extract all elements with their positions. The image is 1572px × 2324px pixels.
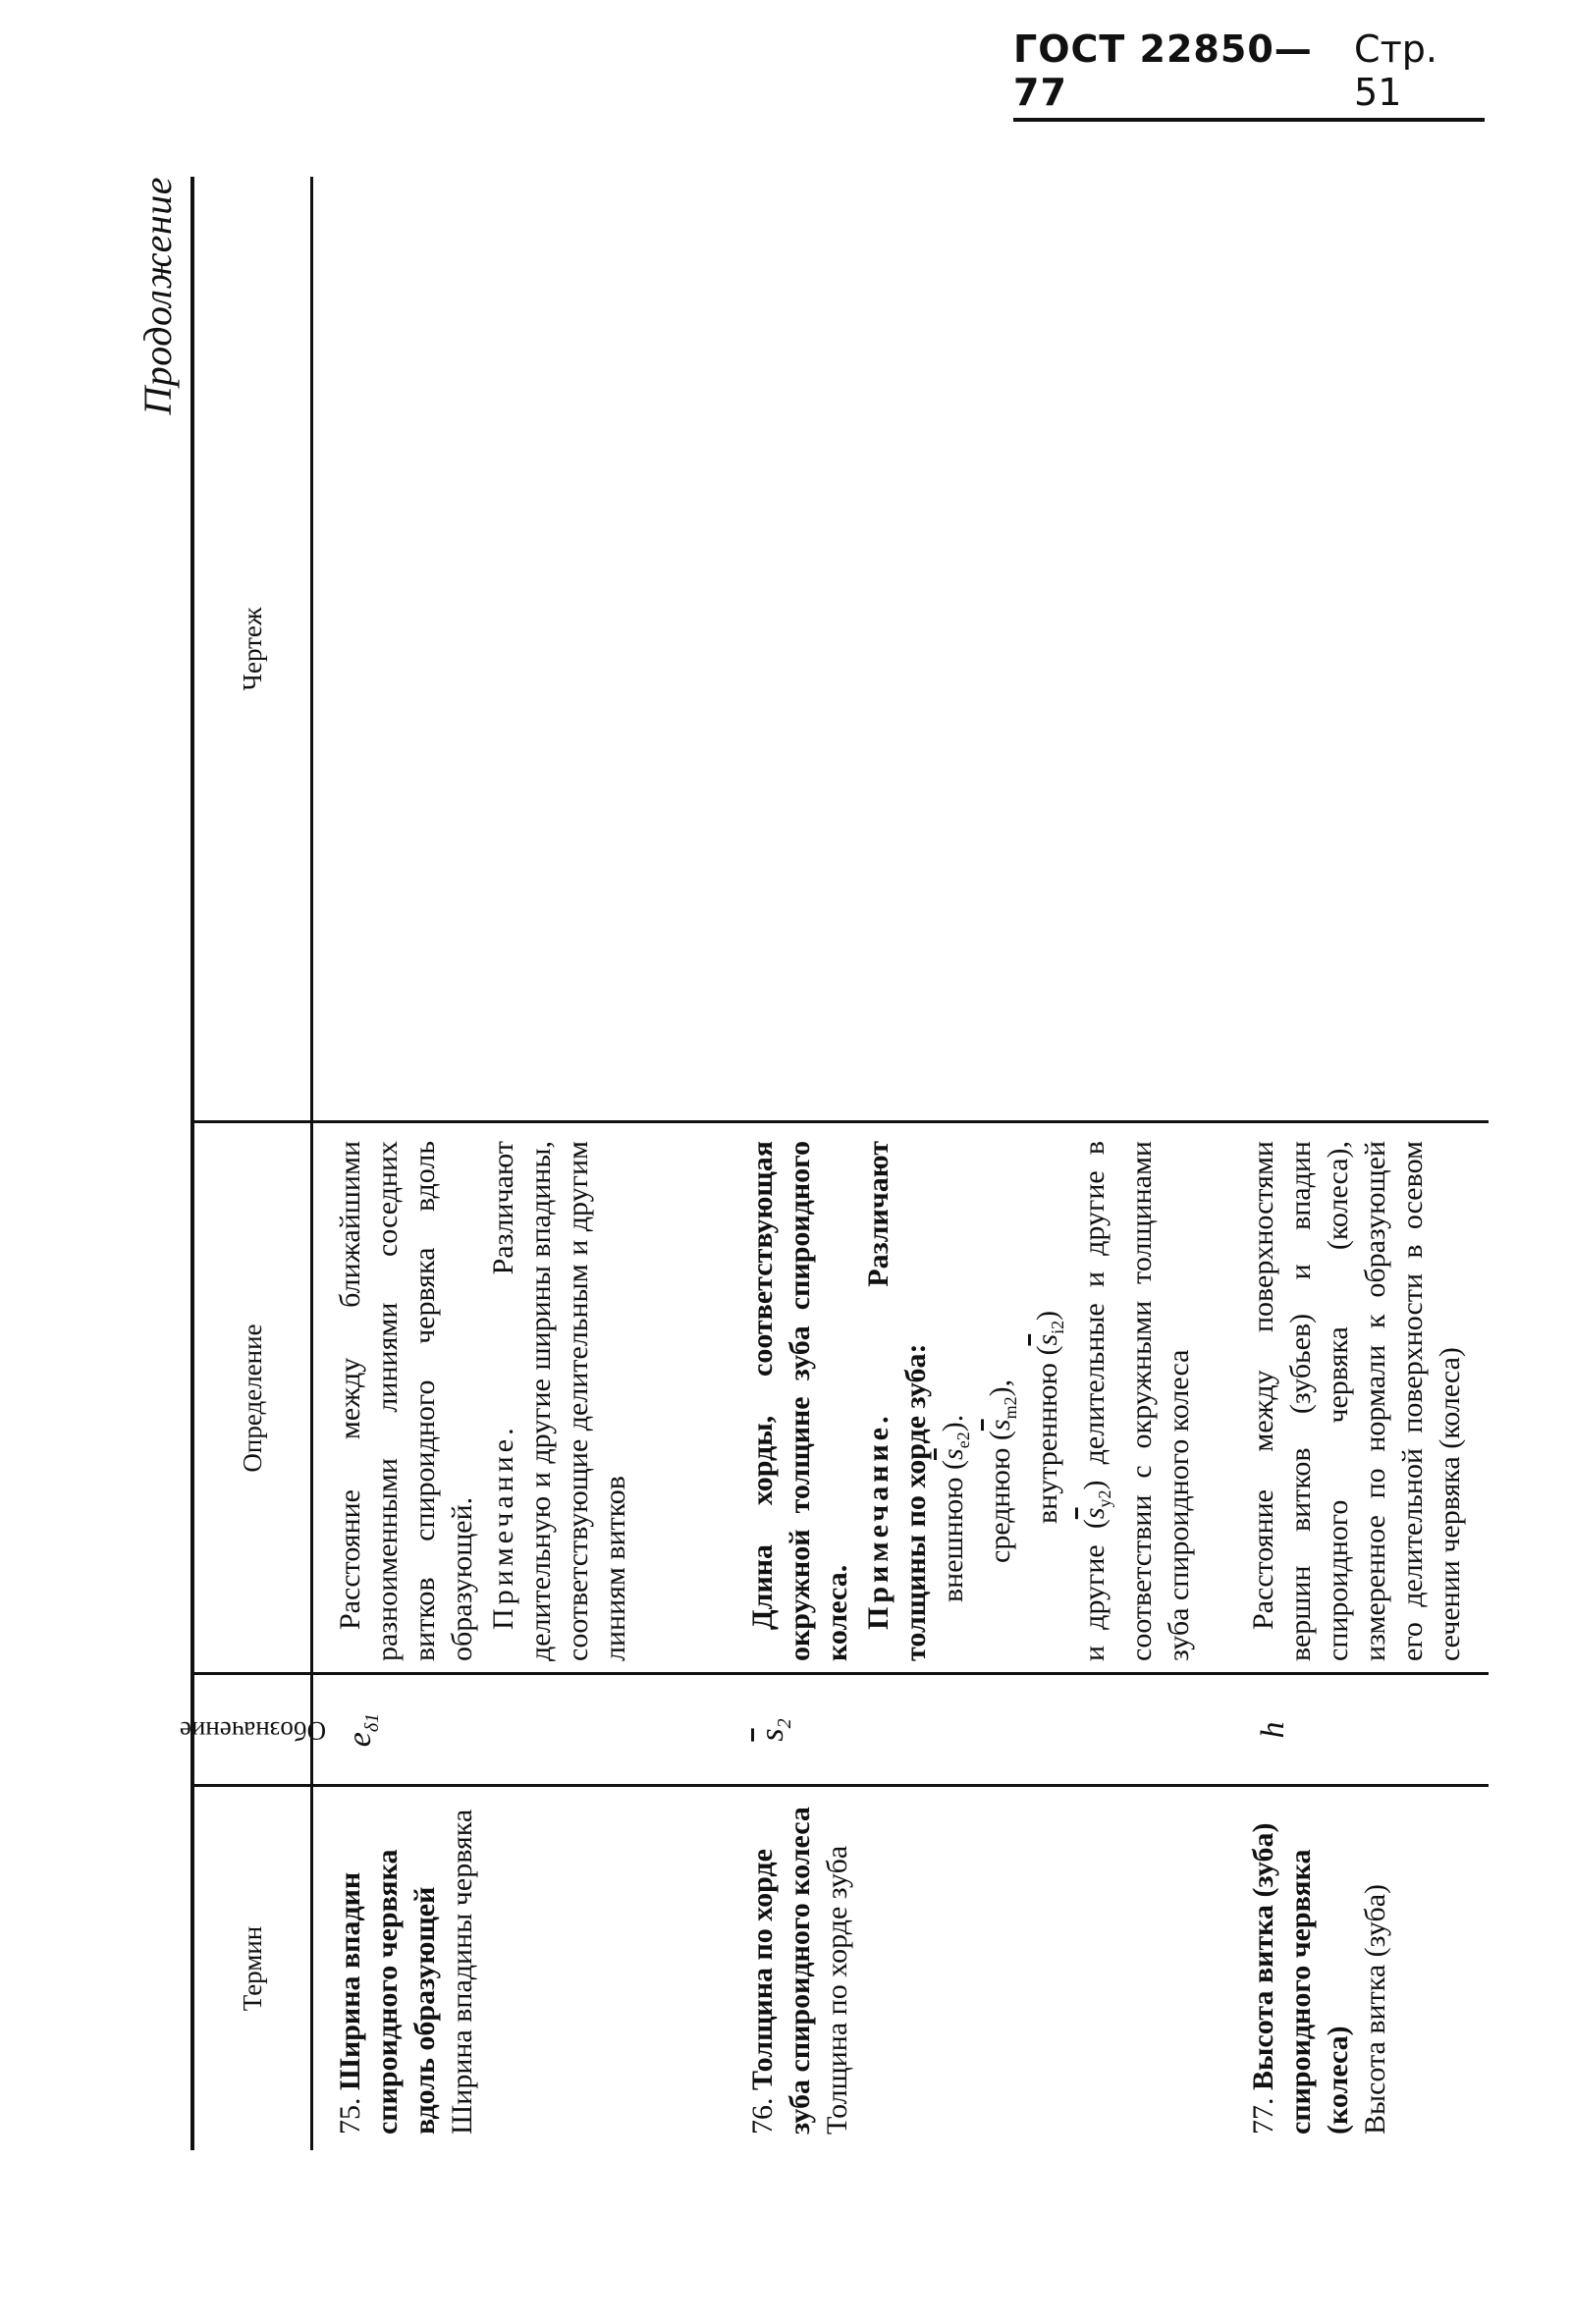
table-row-75-term: 75. Ширина впадин спироидного червяка вдоль образующей Ширина впадины червяка [332,1793,481,2135]
table-row-76-symbol: $\overline{s}_2$ [754,1718,795,1742]
column-header-term: Термин [237,1925,267,2012]
table-row-75-definition: Расстояние между ближайшими разноименными линиями соседних витков спироидного червяка вдоль образующей. Примечание. Различают делительную и другие ширины впадины, соответствующие делительным и другим линиям витков [334,1141,631,1661]
table-row-77-symbol: h [1255,1721,1291,1739]
page-header [1013,27,1485,122]
table-header [179,177,326,2150]
term-synonym: Ширина впадины червяка [446,1809,478,2135]
table-row-75-symbol: $e_{\delta 1}$ [342,1712,383,1748]
table-row-77-term: 77. Высота витка (зуба) спироидного червяка (колеса) Высота витка (зуба) [1245,1793,1394,2135]
page-number: Стр. 51 [1354,27,1437,114]
column-header-drawing: Чертеж [237,607,267,691]
column-header-definition: Определение [237,1324,267,1473]
column-divider [194,1120,1489,1123]
continuation-label: Продолжение [136,177,180,415]
variant-outer: внешнюю $(\overline{s}_{e2})$. [937,1414,973,1602]
term-synonym: Толщина по хорде зуба [821,1845,853,2135]
rotated-table-area [130,177,1485,2150]
variant-middle: среднюю $(\overline{s}_{m2})$, [984,1378,1020,1563]
table-row-77-definition: Расстояние между поверхностями вершин витков (зубьев) и впадин спироидного червяка (колеса), измеренное по нормали к образующей его делительной поверхности в осевом сечении червяка (колеса) [1247,1141,1466,1661]
column-header-symbol: Обозначение [179,1715,326,1746]
term-synonym: Высота витка (зуба) [1359,1883,1391,2135]
table-row-76-definition: Длина хорды, соответствующая окружной толщине зуба спироидного колеса. Примечание. Различают толщины по хорде зуба: внешнюю $(\overline{s}_{e2})$. среднюю $(\overline{s}_{m2})$, внутреннюю $(\overline{s}_{i2})$ и другие $(\overline{s}_{y2})$ делительные и другие в соответствии с окружными толщинами зуба спироидного колеса [746,1141,1195,1661]
standard-number: ГОСТ 22850—77 [1013,27,1313,114]
variant-inner: внутреннюю $(\overline{s}_{i2})$ [1031,1310,1067,1524]
table-row-76-term: 76. Толщина по хорде зуба спироидного колеса Толщина по хорде зуба [744,1793,856,2135]
terms-table [179,177,1485,2150]
